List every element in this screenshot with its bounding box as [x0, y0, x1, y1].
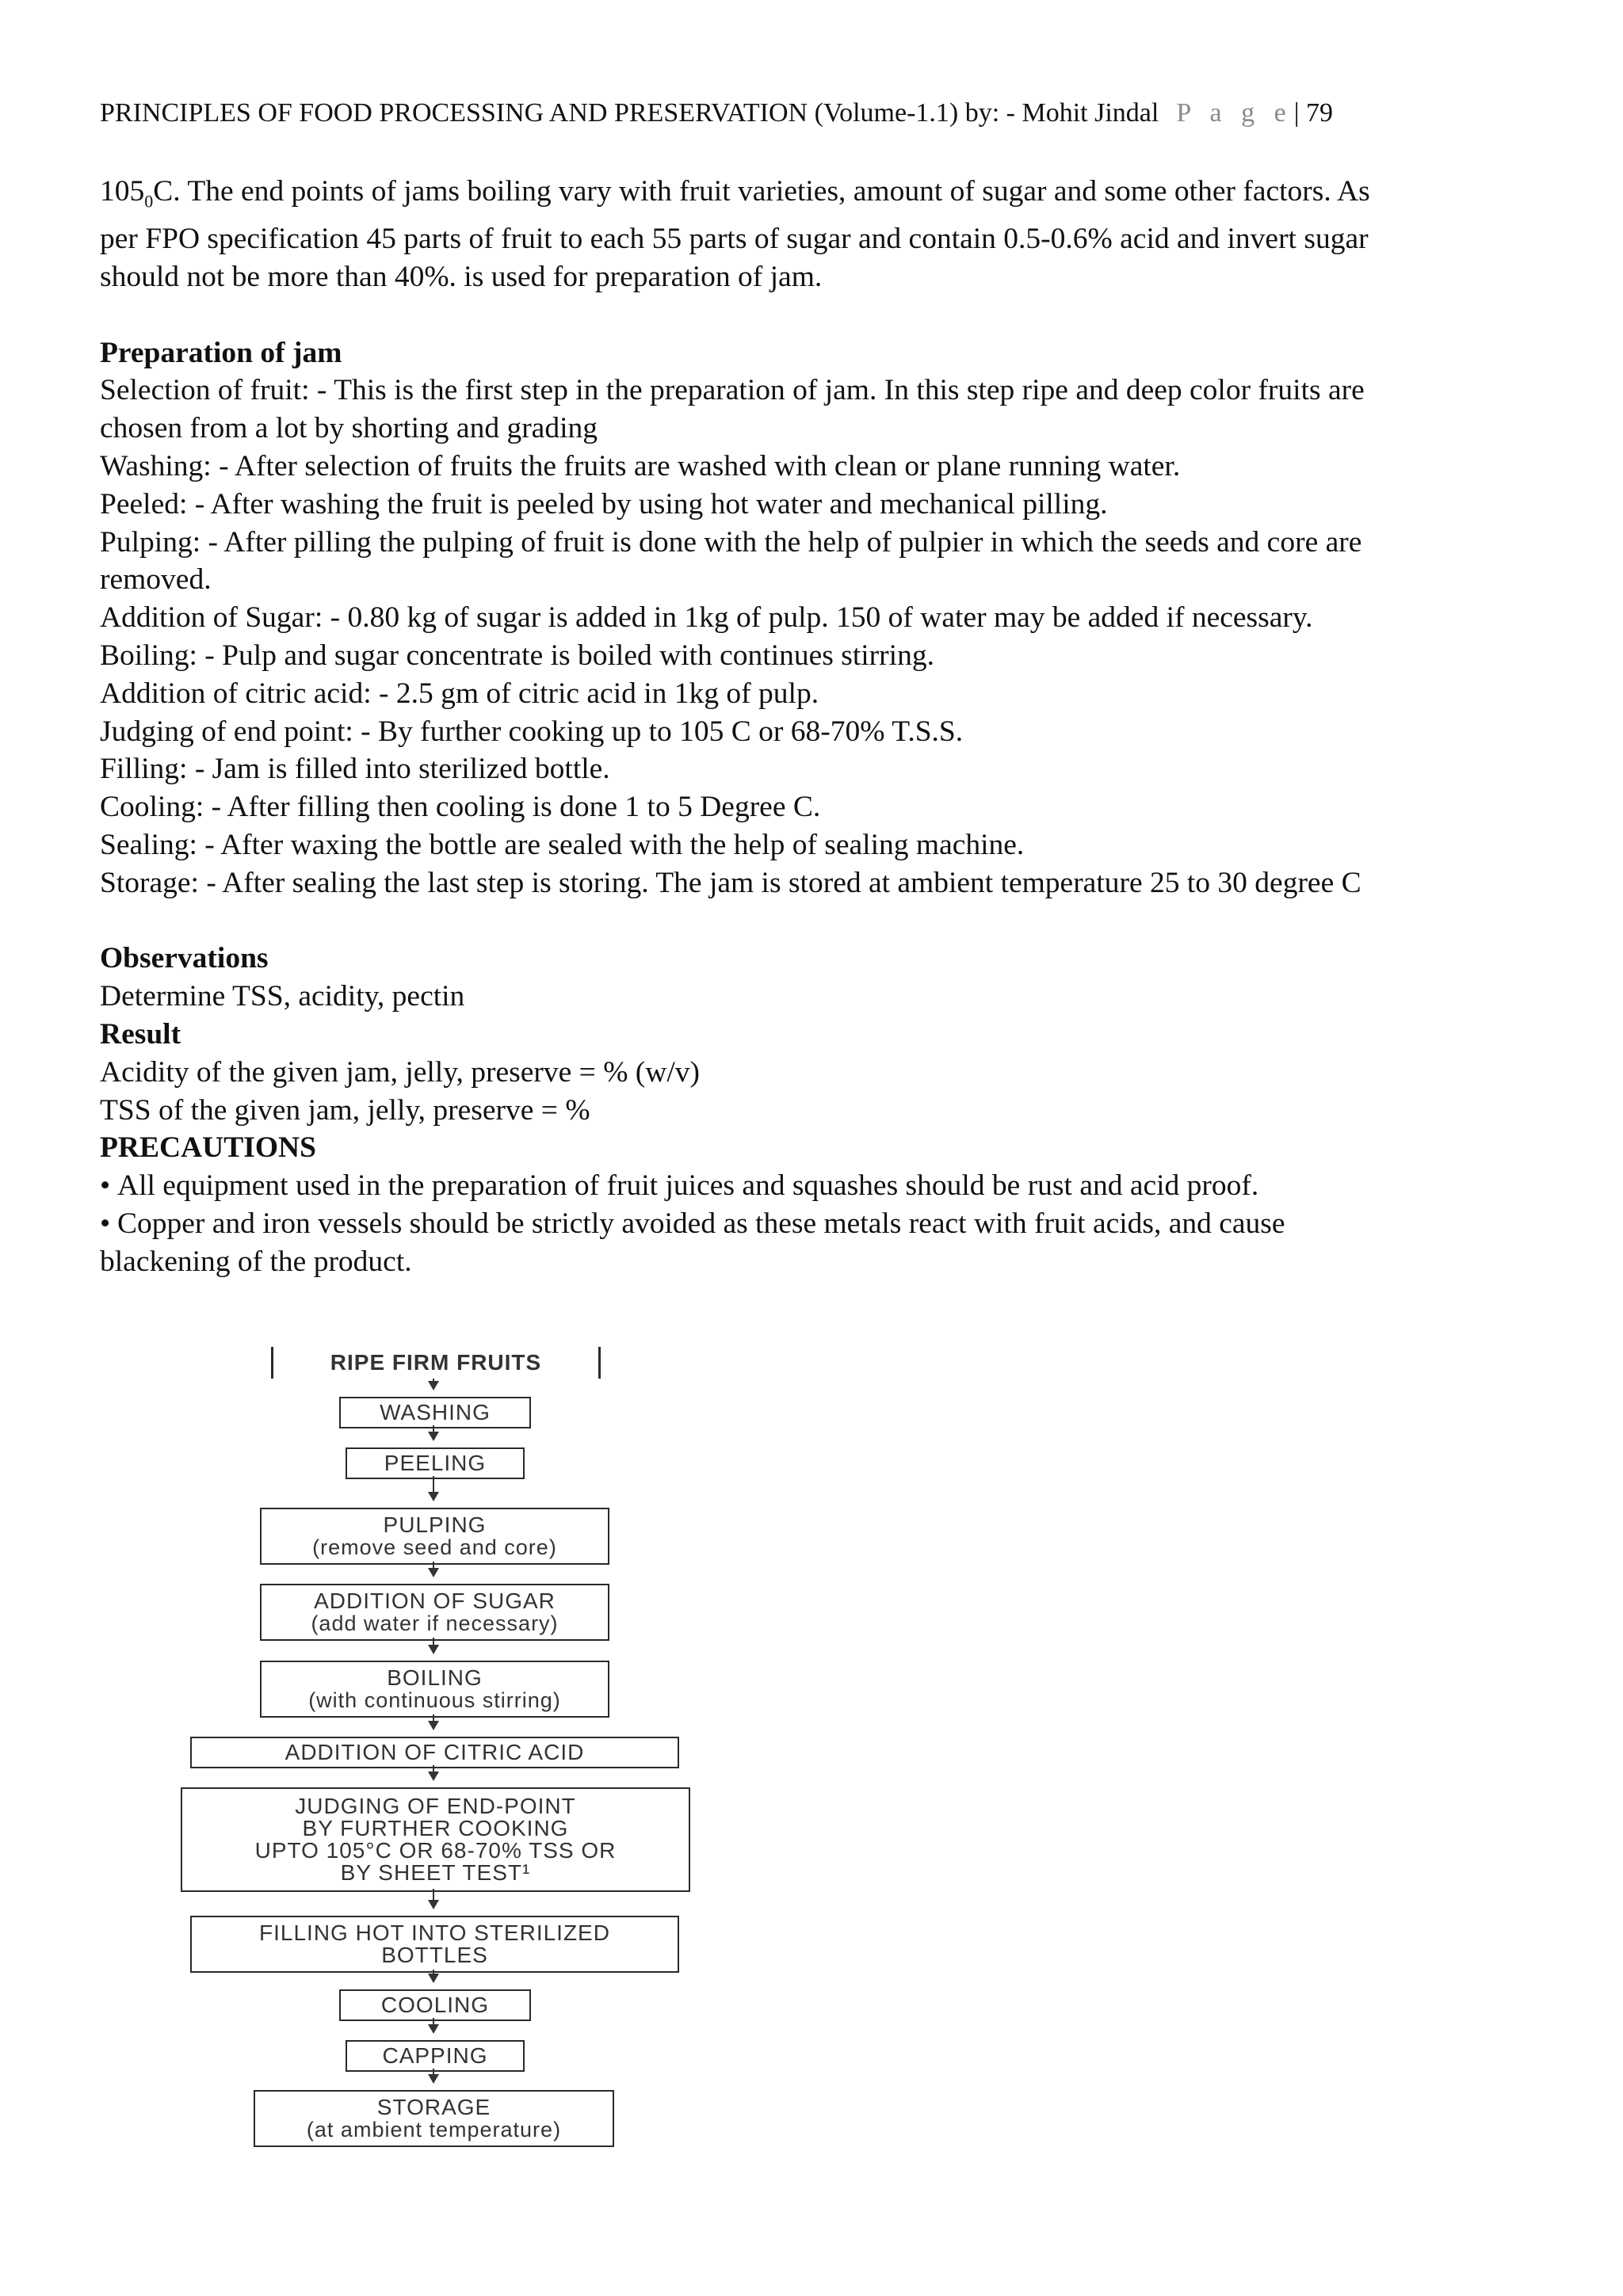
flowchart-step-text: (add water if necessary): [311, 1611, 559, 1635]
flowchart-arrow: [433, 1714, 434, 1729]
flowchart-arrow: [433, 2018, 434, 2032]
header-page-number: | 79: [1293, 98, 1333, 128]
intro-line-2: per FPO specification 45 parts of fruit to each 55 parts of sugar and contain 0.5-0.6% acid and invert sugar: [100, 223, 1369, 256]
flowchart-arrow: [433, 1889, 434, 1908]
preparation-line: chosen from a lot by shorting and grading: [100, 412, 598, 445]
precaution-item-continued: blackening of the product.: [100, 1245, 412, 1278]
page-body: [100, 173, 1534, 1281]
flowchart-arrow: [433, 1476, 434, 1500]
flowchart-step-text: ADDITION OF CITRIC ACID: [285, 1740, 585, 1764]
flowchart-step: [190, 1737, 679, 1768]
flowchart-arrow: [433, 1425, 434, 1440]
flowchart-step-text: WASHING: [380, 1400, 491, 1425]
flowchart-arrow: [433, 2069, 434, 2082]
flowchart-step-text: COOLING: [380, 1993, 490, 2017]
precautions-heading: PRECAUTIONS: [100, 1131, 316, 1165]
preparation-line: Cooling: - After filling then cooling is done 1 to 5 Degree C.: [100, 791, 821, 824]
flowchart-step: [346, 2040, 525, 2072]
preparation-line: Sealing: - After waxing the bottle are sealed with the help of sealing machine.: [100, 829, 1025, 862]
flowchart-step-text: UPTO 105°C OR 68-70% TSS OR: [254, 1838, 617, 1863]
result-heading: Result: [100, 1018, 181, 1051]
flowchart-step: [339, 1989, 531, 2021]
precaution-item: • All equipment used in the preparation of fruit juices and squashes should be rust and acid proof.: [100, 1167, 1534, 1205]
flowchart-step: [181, 1787, 690, 1892]
preparation-line: Judging of end point: - By further cooking up to 105 C or 68-70% T.S.S.: [100, 715, 964, 748]
flowchart-step-text: BOTTLES: [381, 1943, 488, 1967]
flowchart-step-text: (with continuous stirring): [308, 1688, 561, 1712]
flowchart-arrow: [433, 1562, 434, 1576]
flowchart-step-text: FILLING HOT INTO STERILIZED: [259, 1920, 610, 1945]
flowchart-step: [271, 1347, 601, 1379]
intro-line-1: $105_0C$. The end points of jams boiling vary with fruit varieties, amount of sugar and some other factors. As: [100, 175, 1370, 212]
precaution-item: • Copper and iron vessels should be strictly avoided as these metals react with fruit acids, and cause: [100, 1205, 1534, 1243]
flowchart-arrow: [433, 1379, 434, 1389]
flowchart-step-text: CAPPING: [382, 2043, 488, 2068]
flowchart-step-text: RIPE FIRM FRUITS: [330, 1350, 542, 1375]
flowchart-arrow: [433, 1970, 434, 1981]
flowchart-step-text: STORAGE: [376, 2095, 491, 2119]
flowchart-step: [260, 1508, 609, 1565]
result-line: Acidity of the given jam, jelly, preserve = % (w/v): [100, 1055, 701, 1089]
flowchart-step: [254, 2090, 614, 2147]
preparation-line: Filling: - Jam is filled into sterilized bottle.: [100, 753, 610, 786]
flowchart-step-text: JUDGING OF END-POINT: [295, 1794, 576, 1818]
flowchart-step-text: BOILING: [387, 1665, 483, 1690]
preparation-line: removed.: [100, 563, 212, 597]
flowchart-step-text: PEELING: [384, 1451, 487, 1475]
preparation-line: Boiling: - Pulp and sugar concentrate is boiled with continues stirring.: [100, 639, 934, 673]
preparation-line: Peeled: - After washing the fruit is peeled by using hot water and mechanical pilling.: [100, 487, 1108, 521]
preparation-line: Washing: - After selection of fruits the fruits are washed with clean or plane running water.: [100, 450, 1181, 483]
flowchart-step: [339, 1397, 531, 1428]
preparation-heading: Preparation of jam: [100, 336, 342, 369]
flowchart-step-text: (remove seed and core): [312, 1535, 557, 1559]
running-header: [100, 98, 1333, 128]
observations-text: Determine TSS, acidity, pectin: [100, 980, 465, 1013]
preparation-line: Addition of Sugar: - 0.80 kg of sugar is added in 1kg of pulp. 150 of water may be added if necessary.: [100, 601, 1313, 635]
flowchart-step-text: (at ambient temperature): [306, 2118, 562, 2142]
flowchart-step: [346, 1447, 525, 1479]
bullet-icon: •: [100, 1169, 111, 1203]
intro-line-3: should not be more than 40%. is used for preparation of jam.: [100, 261, 823, 294]
header-page-word: P a g e: [1176, 98, 1293, 128]
bullet-icon: •: [100, 1207, 111, 1241]
flowchart-step-text: ADDITION OF SUGAR: [314, 1589, 556, 1613]
observations-heading: Observations: [100, 942, 269, 975]
preparation-line: Addition of citric acid: - 2.5 gm of citric acid in 1kg of pulp.: [100, 677, 819, 710]
flowchart-step: [260, 1661, 609, 1718]
flowchart-arrow: [433, 1765, 434, 1779]
flowchart-step-text: PULPING: [383, 1512, 487, 1537]
flowchart-arrow: [433, 1638, 434, 1653]
result-line: TSS of the given jam, jelly, preserve = %: [100, 1093, 590, 1127]
preparation-line: Selection of fruit: - This is the first step in the preparation of jam. In this step ripe and deep color fruits are: [100, 374, 1365, 407]
preparation-line: Pulping: - After pilling the pulping of fruit is done with the help of pulpier in which the seeds and core are: [100, 525, 1362, 559]
flowchart-step: [260, 1584, 609, 1641]
flowchart-step-text: BY FURTHER COOKING: [302, 1816, 569, 1840]
header-title: PRINCIPLES OF FOOD PROCESSING AND PRESERVATION (Volume-1.1) by: - Mohit Jindal: [100, 98, 1159, 128]
preparation-line: Storage: - After sealing the last step is storing. The jam is stored at ambient temperature 25 to 30 degree C: [100, 866, 1361, 899]
flowchart-step-text: BY SHEET TEST¹: [340, 1860, 531, 1885]
flowchart-step: [190, 1916, 679, 1973]
